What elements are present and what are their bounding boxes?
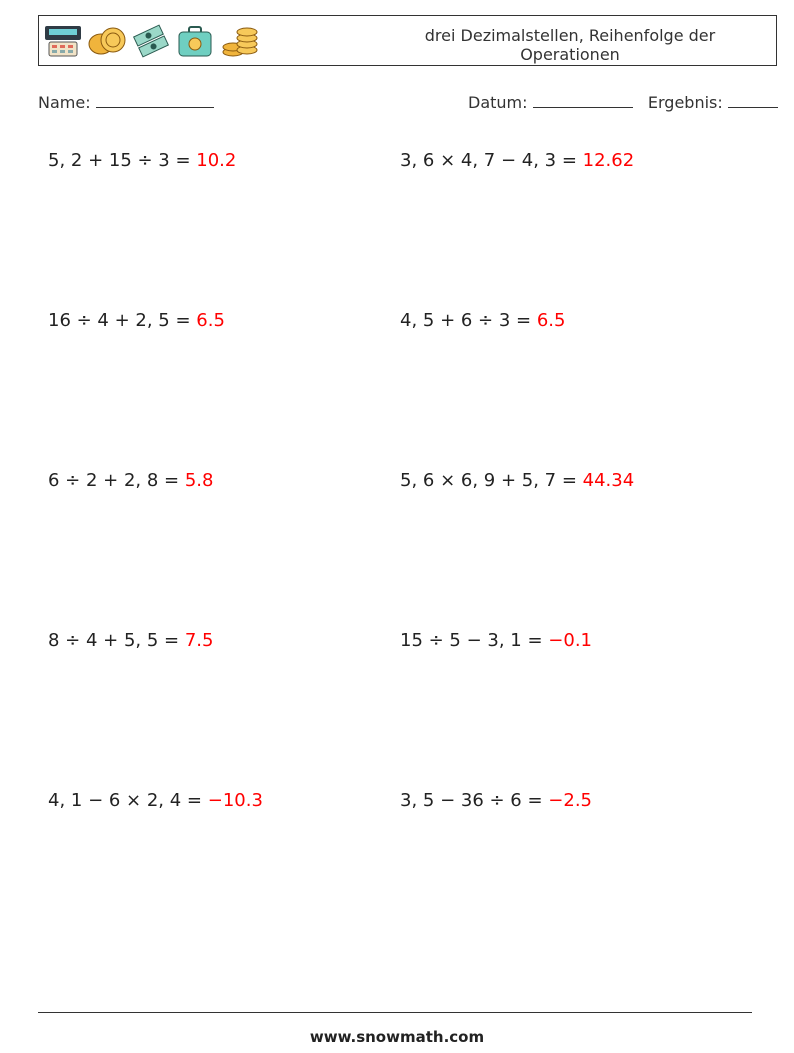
- problem-answer: 44.34: [582, 470, 635, 491]
- problem-9: [48, 790, 263, 811]
- date-blank: [533, 93, 633, 108]
- problem-3: [48, 310, 225, 331]
- problem-answer: −2.5: [548, 790, 592, 811]
- problem-answer: 12.62: [582, 150, 635, 171]
- problem-answer: 5.8: [184, 470, 214, 491]
- problem-expression: 4, 1 − 6 × 2, 4 =: [48, 790, 208, 811]
- problem-10: [400, 790, 592, 811]
- date-result-fields: [468, 93, 778, 112]
- problem-expression: 15 ÷ 5 − 3, 1 =: [400, 630, 549, 651]
- header-icons: [43, 24, 259, 58]
- problem-answer: 6.5: [196, 310, 225, 331]
- problem-6: [400, 470, 634, 491]
- problem-expression: 3, 5 − 36 ÷ 6 =: [400, 790, 549, 811]
- footer-url[interactable]: www.snowmath.com: [309, 1028, 485, 1046]
- name-field: [38, 93, 214, 112]
- result-label: Ergebnis:: [647, 93, 723, 112]
- name-label: Name:: [38, 93, 91, 112]
- name-blank: [96, 93, 214, 108]
- problem-answer: −0.1: [548, 630, 592, 651]
- problem-8: [400, 630, 592, 651]
- problem-expression: 5, 6 × 6, 9 + 5, 7 =: [400, 470, 583, 491]
- problem-answer: 7.5: [184, 630, 214, 651]
- problem-4: [400, 310, 565, 331]
- problem-expression: 3, 6 × 4, 7 − 4, 3 =: [400, 150, 583, 171]
- date-label: Datum:: [468, 93, 528, 112]
- problem-5: [48, 470, 213, 491]
- problem-expression: 5, 2 + 15 ÷ 3 =: [48, 150, 197, 171]
- problem-expression: 6 ÷ 2 + 2, 8 =: [48, 470, 185, 491]
- problem-answer: −10.3: [207, 790, 263, 811]
- cash-register-icon: [43, 24, 83, 58]
- worksheet-header: [38, 15, 777, 66]
- worksheet-title: drei Dezimalstellen, Reihenfolge der Operationen: [424, 26, 716, 64]
- problem-1: [48, 150, 236, 171]
- banknotes-icon: [131, 24, 171, 58]
- problem-expression: 4, 5 + 6 ÷ 3 =: [400, 310, 537, 331]
- footer-divider: [38, 1012, 752, 1013]
- money-bag-icon: [175, 24, 215, 58]
- coin-stack-icon: [219, 24, 259, 58]
- result-blank: [728, 93, 778, 108]
- problem-answer: 6.5: [536, 310, 566, 331]
- problem-2: [400, 150, 634, 171]
- problem-7: [48, 630, 213, 651]
- problem-expression: 16 ÷ 4 + 2, 5 =: [48, 310, 197, 331]
- problem-expression: 8 ÷ 4 + 5, 5 =: [48, 630, 185, 651]
- coins-icon: [87, 24, 127, 58]
- problem-answer: 10.2: [196, 150, 237, 171]
